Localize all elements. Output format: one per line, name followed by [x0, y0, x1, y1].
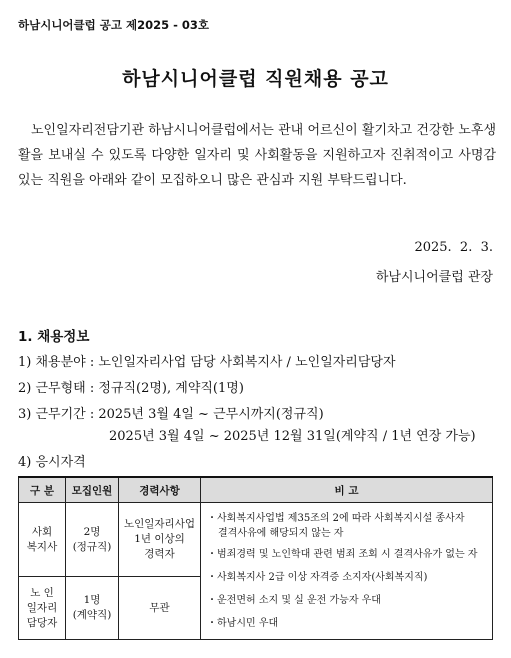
recruitment-field: 1) 채용분야 : 노인일자리사업 담당 사회복지사 / 노인일자리담당자 [18, 355, 396, 370]
remark-item: ・하남시민 우대 [207, 618, 279, 629]
employment-type: 2) 근무형태 : 정규직(2명), 계약직(1명) [18, 381, 244, 396]
cell-count: 2명 (정규직) [66, 503, 119, 577]
table-header-row [19, 477, 493, 503]
cell-remarks [201, 503, 493, 640]
column-header-remarks: 비 고 [201, 477, 493, 503]
remark-item: ・사회복지사 2급 이상 자격증 소지자(사회복지직) [207, 572, 428, 583]
table-row [19, 503, 493, 577]
cell-count: 1명 (계약직) [66, 577, 119, 640]
work-period-permanent: 3) 근무기간 : 2025년 3월 4일 ~ 근무시까지(정규직) [18, 407, 324, 422]
column-header-career: 경력사항 [119, 477, 201, 503]
organization-signature: 하남시니어클럽 관장 [375, 270, 493, 285]
notice-date: 2025. 2. 3. [414, 240, 493, 255]
cell-category: 노 인 일자리 담당자 [19, 577, 66, 640]
work-period-contract: 2025년 3월 4일 ~ 2025년 12월 31일(계약직 / 1년 연장 가능) [109, 429, 476, 444]
cell-career: 노인일자리사업 1년 이상의 경력자 [119, 503, 201, 577]
column-header-category: 구 분 [19, 477, 66, 503]
remark-item: ・사회복지사업법 제35조의 2에 따라 사회복지시설 종사자 [207, 513, 465, 524]
page-title: 하남시니어클럽 직원채용 공고 [122, 68, 389, 90]
qualification-table [18, 476, 493, 640]
remark-item: ・운전면허 소지 및 실 운전 가능자 우대 [207, 595, 381, 606]
cell-category: 사회 복지사 [19, 503, 66, 577]
remark-item: ・범죄경력 및 노인학대 관련 범죄 조회 시 결격사유가 없는 자 [207, 549, 478, 560]
qualification-heading: 4) 응시자격 [18, 455, 86, 470]
section-title-recruitment: 1. 채용정보 [18, 329, 90, 345]
remark-item: 결격사유에 해당되지 않는 자 [218, 528, 344, 539]
column-header-count: 모집인원 [66, 477, 119, 503]
cell-career: 무관 [119, 577, 201, 640]
intro-paragraph: 노인일자리전담기관 하남시니어클럽에서는 관내 어르신이 활기차고 건강한 노후생활을 보내실 수 있도록 다양한 일자리 및 사회활동을 지원하고자 진취적이고 사명감 있는 직원을 아래와 같이 모집하오니 많은 관심과 지원 부탁드립니다. [18, 123, 496, 188]
notice-number: 하남시니어클럽 공고 제2025 - 03호 [18, 18, 209, 32]
